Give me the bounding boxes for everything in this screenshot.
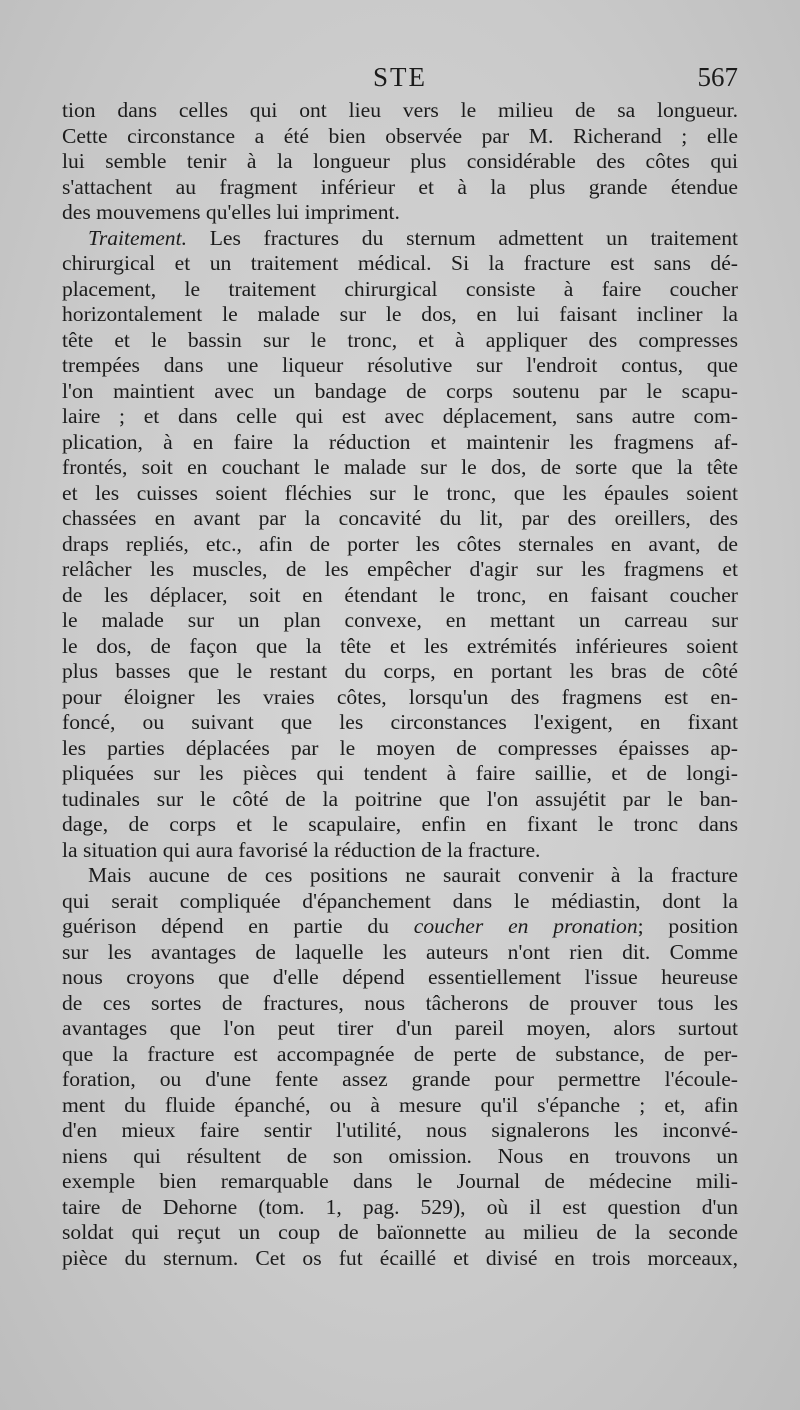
text-line: placement, le traitement chirurgical consiste à faire coucher — [62, 276, 738, 301]
text-line: lui semble tenir à la longueur plus considérable des côtes qui — [62, 149, 738, 173]
text-line: niens qui résultent de son omission. Nous en trouvons un — [62, 1143, 738, 1168]
text-line: avantages que l'on peut tirer d'un pareil moyen, alors surtout — [62, 1016, 738, 1040]
text-line: plus basses que le restant du corps, en portant les bras de côté — [62, 659, 738, 683]
text-line: pliquées sur les pièces qui tendent à faire saillie, et de longi- — [62, 761, 738, 785]
text-line: le dos, de façon que la tête et les extrémités inférieures soient — [62, 633, 738, 658]
text-line: foration, ou d'une fente assez grande pour permettre l'écoule- — [62, 1067, 738, 1091]
text-line: chirurgical et un traitement médical. Si la fracture est sans dé- — [62, 251, 738, 275]
text-line: Cette circonstance a été bien observée par M. Richerand ; elle — [62, 123, 738, 148]
text-line-coucher: guérison dépend en partie du coucher en pronation; position — [62, 914, 738, 938]
text-line: sur les avantages de laquelle les auteurs n'ont rien dit. Comme — [62, 939, 738, 964]
text-line: chassées en avant par la concavité du lit, par des oreillers, des — [62, 506, 738, 530]
text-line: frontés, soit en couchant le malade sur le dos, de sorte que la tête — [62, 455, 738, 479]
text-line: tudinales sur le côté de la poitrine que l'on assujétit par le ban- — [62, 786, 738, 811]
page-number: 567 — [697, 62, 738, 92]
text-line: exemple bien remarquable dans le Journal de médecine mili- — [62, 1169, 738, 1193]
text-line: plication, à en faire la réduction et maintenir les fragmens af- — [62, 429, 738, 454]
section-heading-traitement: Traitement. — [88, 225, 187, 250]
text-line: relâcher les muscles, de les empêcher d'agir sur les fragmens et — [62, 557, 738, 581]
text-line-traitement: Traitement. Les fractures du sternum admettent un traitement — [88, 225, 738, 250]
text-line: taire de Dehorne (tom. 1, pag. 529), où il est question d'un — [62, 1194, 738, 1219]
text-line: horizontalement le malade sur le dos, en lui faisant incliner la — [62, 302, 738, 326]
text-line: des mouvemens qu'elles lui impriment. — [62, 200, 400, 224]
running-head — [62, 62, 738, 98]
text-line: la situation qui aura favorisé la réduction de la fracture. — [62, 837, 541, 862]
body-text — [62, 98, 738, 1271]
text-line: tête et le bassin sur le tronc, et à appliquer des compresses — [62, 327, 738, 352]
running-title: STE — [372, 62, 427, 92]
text-line: les parties déplacées par le moyen de compresses épaisses ap- — [62, 735, 738, 760]
text-line: que la fracture est accompagnée de perte de substance, de per- — [62, 1041, 738, 1066]
text-line: nous croyons que d'elle dépend essentiellement l'issue heureuse — [62, 965, 738, 989]
text-line: d'en mieux faire sentir l'utilité, nous signalerons les inconvé- — [62, 1118, 738, 1142]
text-line: qui serait compliquée d'épanchement dans le médiastin, dont la — [62, 888, 738, 913]
text-line: dage, de corps et le scapulaire, enfin en fixant le tronc dans — [62, 812, 738, 836]
text-line: le malade sur un plan convexe, en mettant un carreau sur — [62, 608, 738, 632]
text-line: et les cuisses soient fléchies sur le tronc, que les épaules soient — [62, 480, 738, 505]
text-line: tion dans celles qui ont lieu vers le milieu de sa longueur. — [62, 98, 738, 122]
text-line: draps repliés, etc., afin de porter les côtes sternales en avant, de — [62, 531, 738, 556]
text-line: laire ; et dans celle qui est avec déplacement, sans autre com- — [62, 404, 738, 428]
text-line: Mais aucune de ces positions ne saurait convenir à la fracture — [88, 863, 738, 887]
text-line: s'attachent au fragment inférieur et à la plus grande étendue — [62, 174, 738, 199]
text-line: l'on maintient avec un bandage de corps soutenu par le scapu- — [62, 378, 738, 403]
emphasis-coucher-en-pronation: coucher en pronation — [413, 914, 638, 938]
text-line: soldat qui reçut un coup de baïonnette au milieu de la seconde — [62, 1220, 738, 1244]
text-line: foncé, ou suivant que les circonstances l'exigent, en fixant — [62, 710, 738, 734]
text-line: pour éloigner les vraies côtes, lorsqu'un des fragmens est en- — [62, 684, 738, 709]
text-line: ment du fluide épanché, ou à mesure qu'il s'épanche ; et, afin — [62, 1092, 738, 1117]
text-line: de ces sortes de fractures, nous tâcherons de prouver tous les — [62, 990, 738, 1015]
text-line: pièce du sternum. Cet os fut écaillé et divisé en trois morceaux, — [62, 1245, 738, 1270]
text-line: de les déplacer, soit en étendant le tronc, en faisant coucher — [62, 582, 738, 607]
text-line: trempées dans une liqueur résolutive sur l'endroit contus, que — [62, 353, 738, 377]
